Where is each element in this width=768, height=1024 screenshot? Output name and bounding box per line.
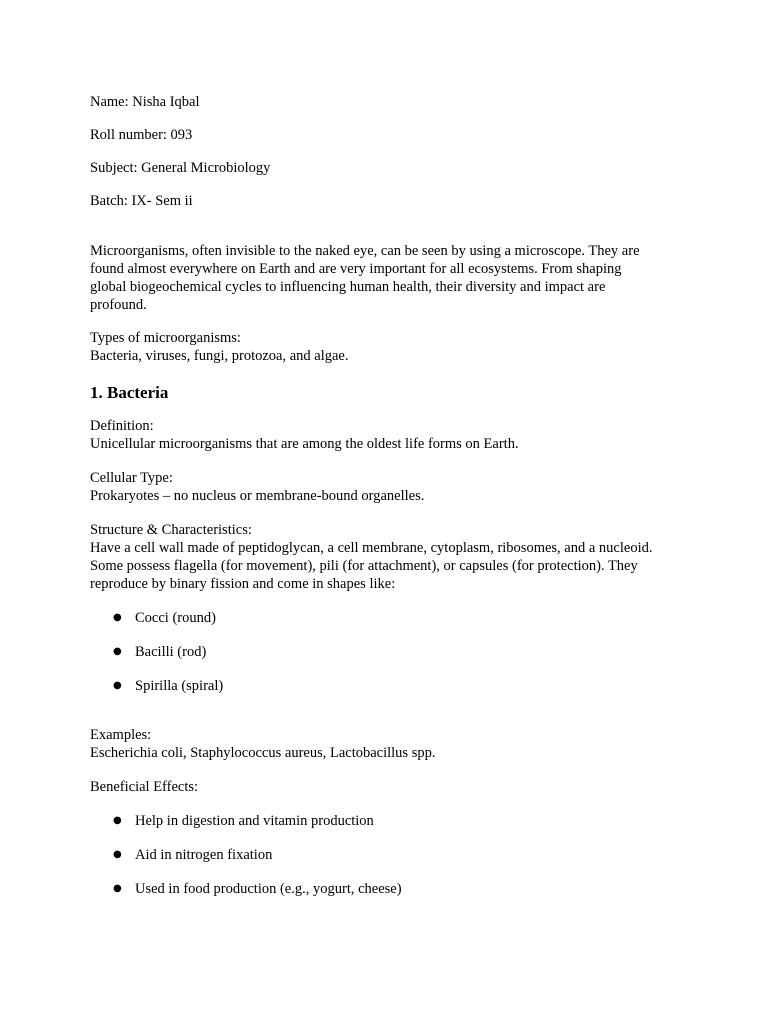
- definition-paragraph: [90, 417, 690, 453]
- intro-line: global biogeochemical cycles to influencing human health, their diversity and impact are: [90, 279, 606, 295]
- list-item-text: Cocci (round): [135, 610, 216, 626]
- section-heading-bacteria: 1. Bacteria: [90, 383, 169, 402]
- cellular-type-paragraph: [90, 469, 690, 505]
- examples-text: Escherichia coli, Staphylococcus aureus, Lactobacillus spp.: [90, 745, 436, 761]
- list-item-text: Bacilli (rod): [135, 644, 207, 660]
- subject: Subject: General Microbiology: [90, 160, 271, 176]
- list-item: [90, 880, 690, 898]
- list-item: [90, 812, 690, 830]
- definition-text: Unicellular microorganisms that are among the oldest life forms on Earth.: [90, 436, 519, 452]
- intro-line: Microorganisms, often invisible to the naked eye, can be seen by using a microscope. They are: [90, 243, 640, 259]
- structure-line: Have a cell wall made of peptidoglycan, a cell membrane, cytoplasm, ribosomes, and a nucleoid.: [90, 540, 653, 556]
- list-item: [90, 677, 690, 695]
- examples-paragraph: [90, 726, 690, 762]
- shapes-list: [90, 609, 690, 695]
- intro-paragraph: [90, 242, 690, 314]
- beneficial-label: Beneficial Effects:: [90, 779, 199, 795]
- structure-paragraph: [90, 521, 690, 593]
- student-name: Name: Nisha Iqbal: [90, 94, 200, 110]
- beneficial-list: [90, 812, 690, 898]
- roll-number: Roll number: 093: [90, 127, 193, 143]
- list-item: [90, 643, 690, 661]
- batch: Batch: IX- Sem ii: [90, 193, 193, 209]
- cellular-type-text: Prokaryotes – no nucleus or membrane-bound organelles.: [90, 488, 425, 504]
- structure-line: Some possess flagella (for movement), pili (for attachment), or capsules (for protection). They: [90, 558, 638, 574]
- bullet-icon: ●: [113, 883, 122, 894]
- cellular-type-label: Cellular Type:: [90, 470, 173, 486]
- bullet-icon: ●: [113, 646, 122, 657]
- list-item: [90, 846, 690, 864]
- bullet-icon: ●: [113, 612, 122, 623]
- intro-line: found almost everywhere on Earth and are very important for all ecosystems. From shaping: [90, 261, 622, 277]
- bullet-icon: ●: [113, 849, 122, 860]
- structure-label: Structure & Characteristics:: [90, 522, 252, 538]
- types-label: Types of microorganisms:: [90, 330, 241, 346]
- list-item-text: Spirilla (spiral): [135, 678, 224, 694]
- bullet-icon: ●: [113, 680, 122, 691]
- list-item-text: Aid in nitrogen fixation: [135, 847, 273, 863]
- types-text: Bacteria, viruses, fungi, protozoa, and algae.: [90, 348, 349, 364]
- intro-line: profound.: [90, 297, 147, 313]
- definition-label: Definition:: [90, 418, 154, 434]
- list-item: [90, 609, 690, 627]
- list-item-text: Used in food production (e.g., yogurt, cheese): [135, 881, 402, 897]
- bullet-icon: ●: [113, 815, 122, 826]
- structure-line: reproduce by binary fission and come in shapes like:: [90, 576, 396, 592]
- types-paragraph: [90, 329, 690, 365]
- list-item-text: Help in digestion and vitamin production: [135, 813, 374, 829]
- examples-label: Examples:: [90, 727, 152, 743]
- document-page: [90, 93, 690, 914]
